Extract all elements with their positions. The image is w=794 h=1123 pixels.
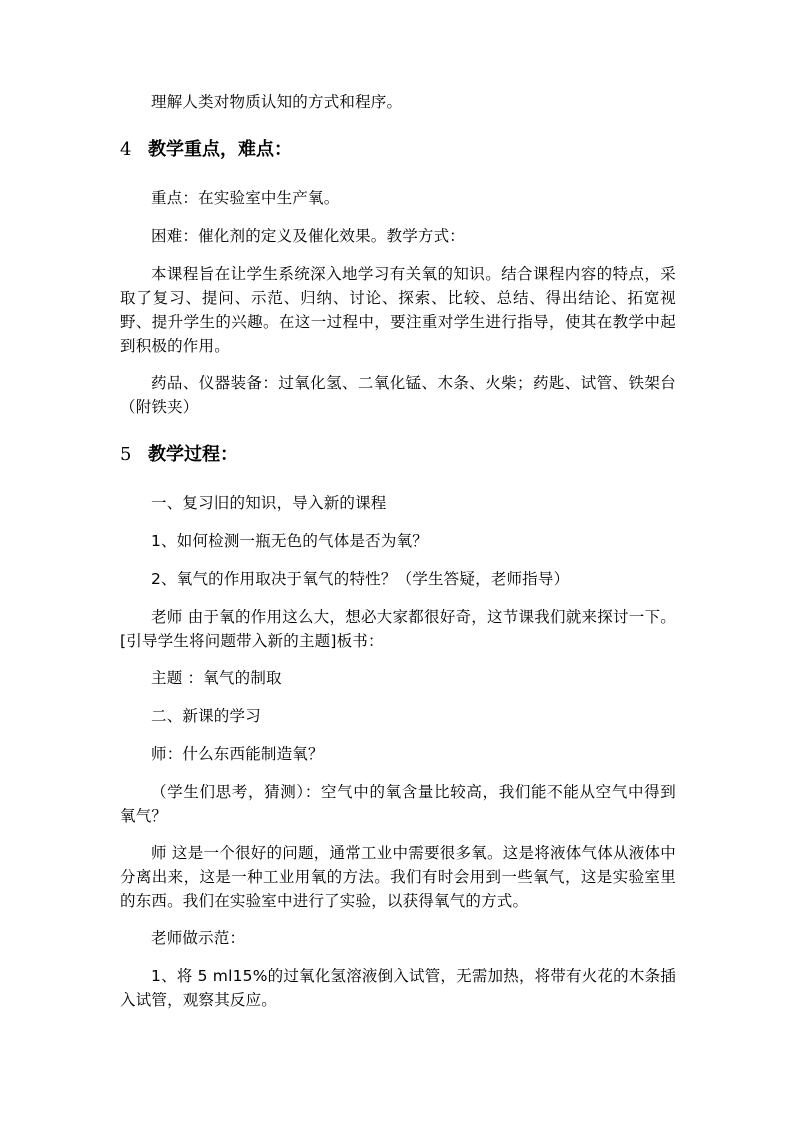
students-paragraph: （学生们思考，猜测）：空气中的氧含量比较高，我们能不能从空气中得到氧气？ xyxy=(120,783,676,825)
method-paragraph: 本课程旨在让学生系统深入地学习有关氧的知识。结合课程内容的特点，采取了复习、提问、示范、归纳、讨论、探索、比较、总结、得出结论、拓宽视野、提升学生的兴趣。在这一过程中，要注重对学生进行指导，使其在教学中起到积极的作用。 xyxy=(120,265,676,355)
teacher-intro-paragraph: 老师 由于氧的作用这么大，想必大家都很好奇，这节课我们就来探讨一下。[引导学生将问题带入新的主题]板书： xyxy=(120,608,676,650)
review-paragraph: 一、复习旧的知识，导入新的课程 xyxy=(151,494,387,512)
section-5-number: 5 xyxy=(120,444,132,465)
new-lesson-paragraph: 二、新课的学习 xyxy=(151,707,261,725)
section-4-number: 4 xyxy=(120,139,132,160)
section-4-heading xyxy=(120,136,676,164)
teacher-question-paragraph: 师：什么东西能制造氧？ xyxy=(151,745,324,763)
section-5-heading xyxy=(120,441,676,469)
topic-paragraph: 主题 ：氧气的制取 xyxy=(151,669,282,687)
teacher-explanation-paragraph: 师 这是一个很好的问题，通常工业中需要很多氧。这是将液体气体从液体中分离出来，这是一种工业用氧的方法。我们有时会用到一些氧气，这是实验室里的东西。我们在实验室中进行了实验，以获得氧气的方式。 xyxy=(120,844,676,910)
step-1-paragraph: 1、将 5 ml15%的过氧化氢溶液倒入试管，无需加热，将带有火花的木条插入试管，观察其反应。 xyxy=(120,967,676,1009)
question-1-paragraph: 1、如何检测一瓶无色的气体是否为氧？ xyxy=(151,532,428,550)
key-point-paragraph: 重点：在实验室中生产氧。 xyxy=(151,189,340,207)
document-body xyxy=(120,90,676,1025)
section-5-title: 教学过程： xyxy=(148,444,238,465)
section-4-title: 教学重点，难点： xyxy=(148,139,292,160)
equipment-paragraph: 药品、仪器装备：过氧化氢、二氧化锰、木条、火柴；药匙、试管、铁架台（附铁夹） xyxy=(120,374,676,416)
question-2-paragraph: 2、氧气的作用取决于氧气的特性？（学生答疑，老师指导） xyxy=(151,570,570,588)
intro-paragraph: 理解人类对物质认知的方式和程序。 xyxy=(151,93,403,111)
difficulty-paragraph: 困难：催化剂的定义及催化效果。教学方式： xyxy=(151,227,466,245)
demo-paragraph: 老师做示范： xyxy=(151,929,246,947)
